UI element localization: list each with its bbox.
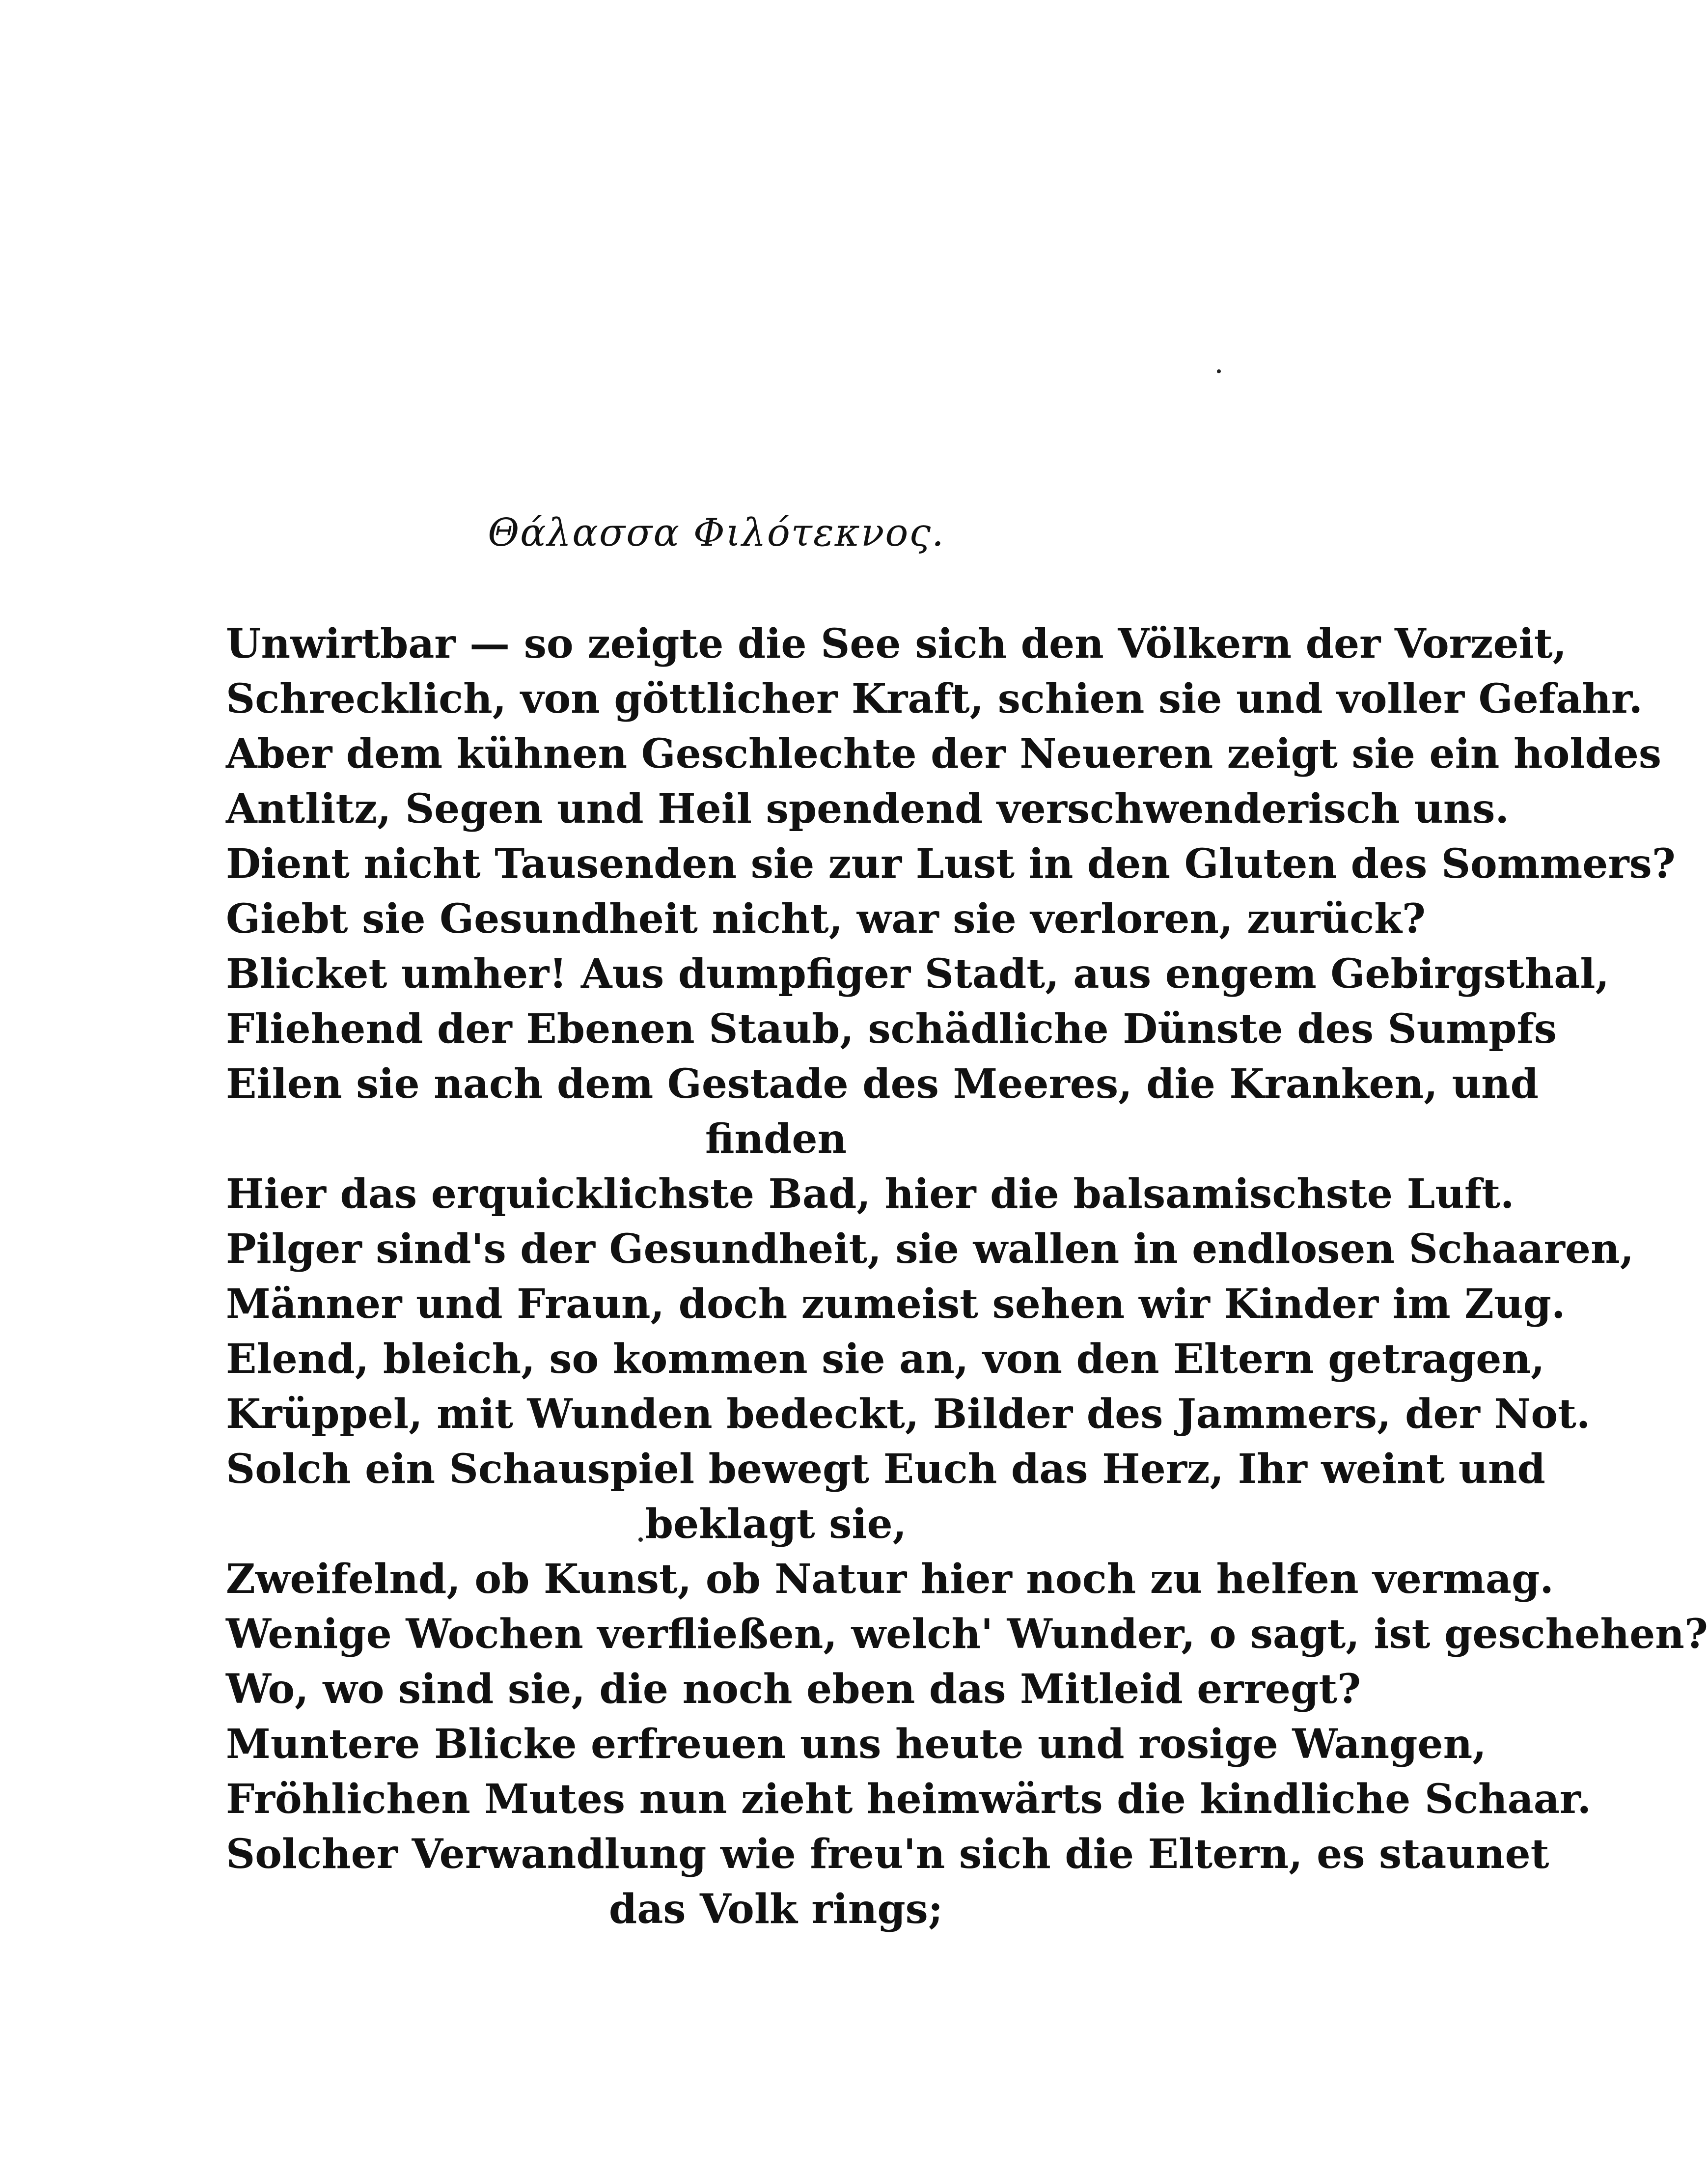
poem-line: Schrecklich, von göttlicher Kraft, schien sie und voller Gefahr. (226, 675, 1643, 723)
poem-body (226, 616, 1708, 1937)
poem-line: Männer und Fraun, doch zumeist sehen wir Kinder im Zug. (226, 1281, 1566, 1328)
poem-line: Elend, bleich, so kommen sie an, von den Eltern getragen, (226, 1336, 1545, 1383)
poem-line: Wo, wo sind sie, die noch eben das Mitleid erregt? (226, 1666, 1361, 1713)
poem-line: Antlitz, Segen und Heil spendend verschwenderisch uns. (226, 785, 1510, 833)
page-speck (638, 1537, 643, 1542)
poem-line: Solch ein Schauspiel bewegt Euch das Herz, Ihr weint und (226, 1446, 1545, 1493)
poem-line: Fröhlichen Mutes nun zieht heimwärts die kindliche Schaar. (226, 1776, 1592, 1823)
poem-line: Solcher Verwandlung wie freu'n sich die Eltern, es staunet (226, 1831, 1549, 1878)
poem-line: Pilger sind's der Gesundheit, sie wallen in endlosen Schaaren, (226, 1225, 1634, 1273)
poem-line: Zweifelnd, ob Kunst, ob Natur hier noch zu helfen vermag. (226, 1556, 1554, 1603)
poem-line: Giebt sie Gesundheit nicht, war sie verloren, zurück? (226, 895, 1426, 943)
poem-line: Blicket umher! Aus dumpfiger Stadt, aus engem Gebirgsthal, (226, 950, 1610, 998)
page-speck (1217, 369, 1221, 373)
poem-line: Wenige Wochen verfließen, welch' Wunder, o sagt, ist geschehen? (226, 1611, 1708, 1658)
poem-title: Θάλασσα Φιλότεκνος. (488, 511, 945, 555)
poem-line: Aber dem kühnen Geschlechte der Neueren zeigt sie ein holdes (226, 730, 1662, 778)
poem-line: Dient nicht Tausenden sie zur Lust in den Gluten des Sommers? (226, 840, 1676, 888)
poem-line: Hier das erquicklichste Bad, hier die balsamischste Luft. (226, 1170, 1515, 1218)
poem-line: Fliehend der Ebenen Staub, schädliche Dünste des Sumpfs (226, 1005, 1557, 1053)
poem-line-continuation: finden (705, 1115, 847, 1163)
poem-line: Krüppel, mit Wunden bedeckt, Bilder des Jammers, der Not. (226, 1391, 1591, 1438)
poem-line: Eilen sie nach dem Gestade des Meeres, die Kranken, und (226, 1060, 1539, 1108)
poem-line: Unwirtbar — so zeigte die See sich den Völkern der Vorzeit, (226, 620, 1567, 668)
poem-line-continuation: beklagt sie, (645, 1501, 907, 1548)
poem-line-continuation: das Volk rings; (608, 1886, 943, 1933)
poem-line: Muntere Blicke erfreuen uns heute und rosige Wangen, (226, 1721, 1487, 1768)
